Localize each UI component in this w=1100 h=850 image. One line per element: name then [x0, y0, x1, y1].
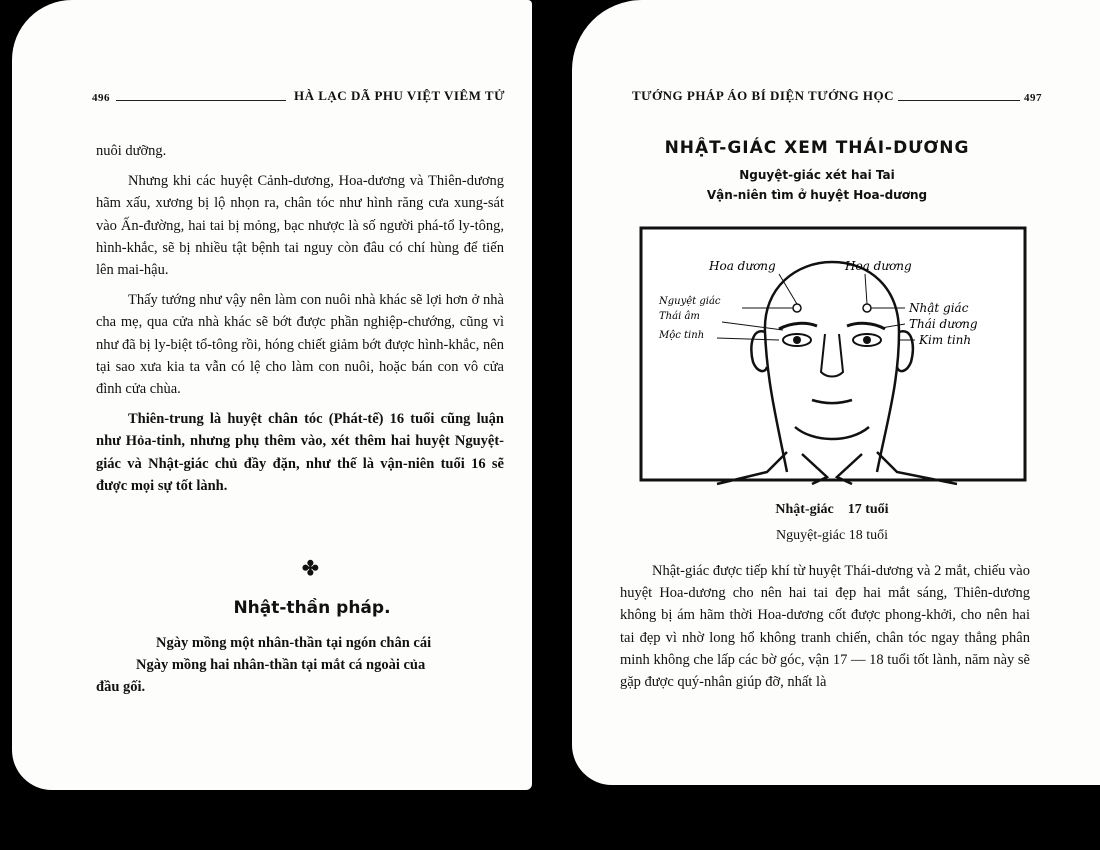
right-page: [572, 0, 1100, 785]
left-page: [12, 0, 532, 790]
running-title: TƯỚNG PHÁP ÁO BÍ DIỆN TƯỚNG HỌC: [632, 88, 895, 103]
ornament: ✤: [302, 558, 319, 580]
page-number: 497: [1024, 92, 1042, 104]
caption-nguyet-giac: Nguyệt-giác 18 tuổi: [776, 528, 888, 543]
chapter-subtitle: Nguyệt-giác xét hai Tai: [739, 168, 895, 182]
label-hoa-duong-left: Hoa dương: [709, 259, 776, 273]
header-rule: [898, 100, 1020, 101]
header-rule: [116, 100, 286, 101]
paragraph: nuôi dưỡng.: [96, 143, 167, 159]
section-body: [96, 632, 516, 699]
section-title: Nhật-thần pháp.: [233, 598, 391, 618]
paragraph: Nhật-giác được tiếp khí từ huyệt Thái-dương và 2 mắt, chiếu vào huyệt Hoa-dương cho nên hai tai đẹp hai mắt sáng, Thiên-dương không bị ám hãm thời Hoa-dương cốt được phong-khởi, cho nên hai tai đẹp vì nhờ long hổ không tranh chiến, chân tóc ngay thẳng phân minh không che lấp các bờ góc, vận 17 — 18 tuổi tốt lành, năm này sẽ gặp được quý-nhân giúp đỡ, nhất là: [620, 563, 1030, 691]
right-page-header: [632, 88, 1042, 104]
face-illustration: [637, 222, 1029, 486]
chapter-subtitle: Vận-niên tìm ở huyệt Hoa-dương: [706, 188, 928, 202]
caption-nhat-giac: Nhật-giác 17 tuổi: [775, 502, 889, 517]
label-hoa-duong-right: Hoa dương: [845, 259, 912, 273]
chapter-title: NHẬT-GIÁC XEM THÁI-DƯƠNG: [664, 138, 970, 158]
label-moc-tinh: Mộc tinh: [659, 330, 705, 341]
label-thai-am: Thái âm: [659, 311, 700, 322]
label-nhat-giac: Nhật giác: [909, 301, 969, 315]
running-title: HÀ LẠC DÃ PHU VIỆT VIÊM TỬ: [294, 88, 505, 103]
paragraph: Thấy tướng như vậy nên làm con nuôi nhà khác sẽ lợi hơn ở nhà cha mẹ, qua cửa nhà khác sẽ bớt được phần nghiệp-chướng, cũng vì như đã bị ly-biệt tổ-tông rồi, hóng chiết giảm bớt được hình-khắc, nên tại sao xưa kia ta vẫn có lệ cho làm con nuôi, hoặc bán con vô cửa đình cửa chùa.: [96, 292, 504, 398]
section-line: Ngày mồng hai nhân-thần tại mắt cá ngoài của: [136, 657, 426, 674]
page-number: 496: [92, 92, 110, 104]
left-page-header: [92, 88, 512, 104]
label-nguyet-giac: Nguyệt giác: [659, 296, 721, 307]
label-thai-duong: Thái dương: [909, 317, 978, 331]
paragraph: Nhưng khi các huyệt Cảnh-dương, Hoa-dương và Thiên-dương hãm xấu, xương bị lộ nhọn ra, chân tóc như hình răng cưa xung-sát vào Ấn-đường, hai tai bị mỏng, bạc nhược là số người phá-tổ ly-tông, hình-khắc, sẽ bị nhiều tật bệnh tai nguy còn đâu có chí hùng để tiến lên mai-hậu.: [96, 173, 504, 279]
section-line: Ngày mồng một nhân-thần tại ngón chân cái: [156, 635, 432, 651]
right-body-text: [620, 560, 1030, 701]
section-line: đầu gối.: [96, 679, 146, 696]
paragraph: Thiên-trung là huyệt chân tóc (Phát-tế) 16 tuổi cũng luận như Hỏa-tinh, nhưng phụ thêm vào, xét thêm hai huyệt Nguyệt-giác và Nhật-giác chủ đầy đặn, như thế là vận-niên tuổi 16 sẽ được mọi sự tốt lành.: [96, 411, 504, 494]
left-body-text: [96, 140, 504, 505]
label-kim-tinh: Kim tinh: [919, 333, 972, 347]
